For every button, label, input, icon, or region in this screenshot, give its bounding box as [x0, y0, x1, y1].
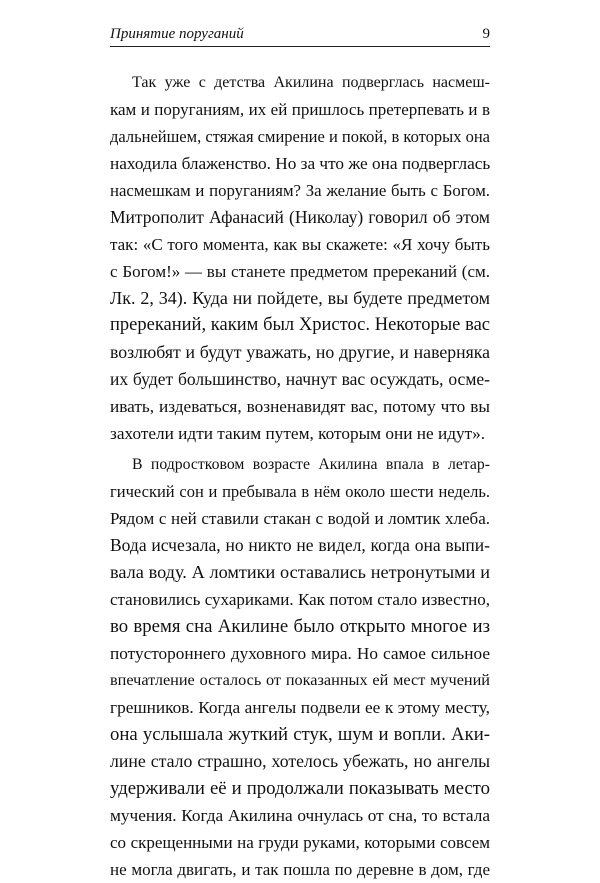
- header-rule: [110, 46, 490, 47]
- text-line: с Богом!» — вы станете предметом пререканий (см.: [110, 262, 490, 281]
- running-head: [110, 24, 490, 46]
- text-line: Митрополит Афанасий (Николау) говорил об этом: [110, 207, 490, 227]
- text-line: Вода исчезала, но никто не видел, когда она выпи-: [110, 535, 490, 555]
- text-line: грешников. Когда ангелы подвели ее к этому месту,: [110, 698, 490, 717]
- text-line: удерживали её и продолжали показывать место: [110, 778, 490, 799]
- text-line: пререканий, каким был Христос. Некоторые вас: [110, 315, 490, 335]
- text-line: во время сна Акилине было открыто многое из: [110, 616, 490, 637]
- running-title: Принятие поруганий: [110, 26, 244, 42]
- text-line: мучения. Когда Акилина очнулась от сна, то встала: [110, 806, 490, 825]
- text-line: Так уже с детства Акилина подверглась насмеш-: [132, 74, 490, 91]
- text-line: со скрещенными на груди руками, которыми совсем: [110, 833, 490, 852]
- text-line: кам и поруганиям, их ей пришлось претерпевать и в: [110, 100, 490, 119]
- text-line: потустороннего духовного мира. Но самое сильное: [110, 644, 490, 663]
- text-line: не могла двигать, и так пошла по деревне в дом, где: [110, 860, 490, 879]
- paragraph-1: [110, 69, 490, 447]
- paragraph-2: [110, 451, 490, 883]
- text-line: вала воду. А ломтики оставались нетронутыми и: [110, 562, 490, 582]
- text-line: так: «С того момента, как вы скажете: «Я хочу быть: [110, 235, 490, 254]
- text-line: их будет большинство, начнут вас осуждать, осме-: [110, 369, 490, 389]
- text-line: В подростковом возрасте Акилина впала в летар-: [132, 456, 490, 473]
- text-line: ивать, издеваться, возненавидят вас, потому что вы: [110, 397, 490, 416]
- text-line: насмешкам и поруганиям? За желание быть с Богом.: [110, 181, 490, 200]
- text-line: гический сон и пребывала в нём около шести недель.: [110, 482, 490, 501]
- page-number: 9: [482, 26, 490, 42]
- text-line: захотели идти таким путем, которым они не идут».: [110, 424, 486, 443]
- text-line: дальнейшем, стяжая смирение и покой, в которых она: [110, 127, 490, 146]
- text-line: она услышала жуткий стук, шум и вопли. Аки-: [110, 724, 490, 745]
- text-line: становились сухариками. Как потом стало известно,: [110, 590, 490, 609]
- body-text: [110, 69, 490, 883]
- text-line: находила блаженство. Но за что же она подверглась: [110, 154, 491, 173]
- text-line: возлюбят и будут уважать, но другие, и наверняка: [110, 342, 490, 362]
- text-line: Рядом с ней ставили стакан с водой и ломтик хлеба.: [110, 509, 490, 528]
- text-line: Лк. 2, 34). Куда ни пойдете, вы будете предметом: [110, 288, 490, 308]
- text-line: впечатление осталось от показанных ей мест мучений: [110, 671, 490, 689]
- text-line: лине стало страшно, хотелось убежать, но ангелы: [110, 751, 490, 771]
